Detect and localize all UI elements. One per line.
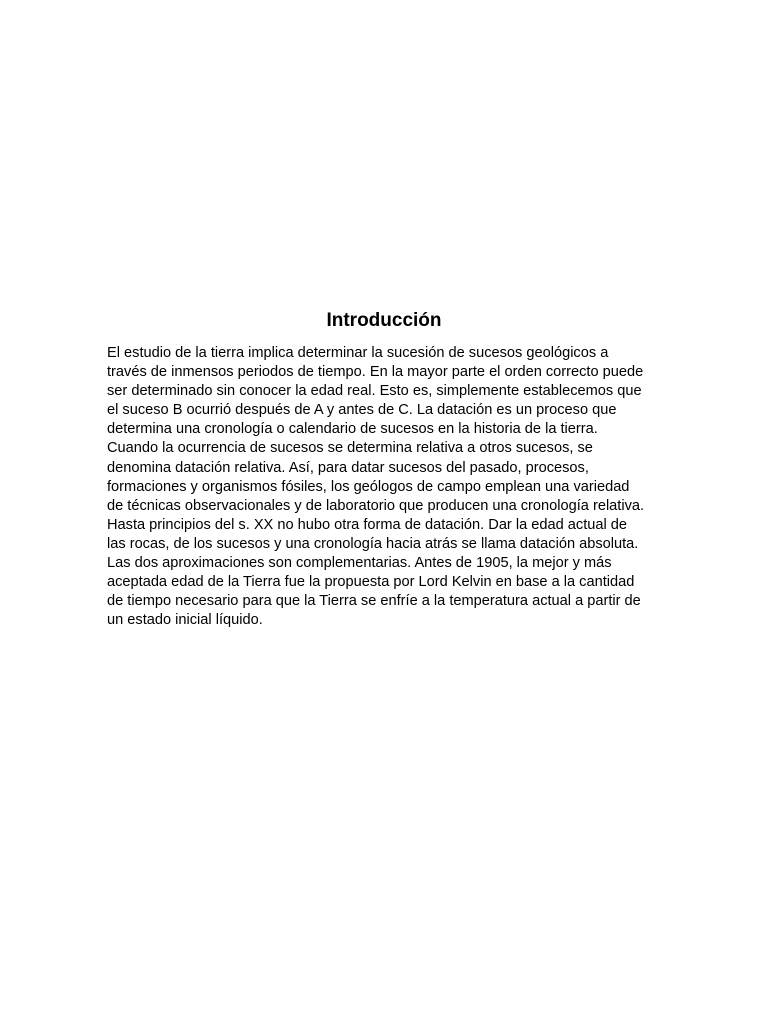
paragraph-line: formaciones y organismos fósiles, los geólogos de campo emplean una variedad: [107, 478, 630, 495]
paragraph-line: un estado inicial líquido.: [107, 612, 263, 629]
paragraph-line: denomina datación relativa. Así, para datar sucesos del pasado, procesos,: [107, 459, 589, 476]
paragraph-line: El estudio de la tierra implica determinar la sucesión de sucesos geológicos a: [107, 345, 609, 361]
paragraph-line: Cuando la ocurrencia de sucesos se determina relativa a otros sucesos, se: [107, 440, 593, 457]
paragraph-line: Las dos aproximaciones son complementarias. Antes de 1905, la mejor y más: [107, 555, 612, 572]
paragraph-line: determina una cronología o calendario de sucesos en la historia de la tierra.: [107, 421, 598, 438]
paragraph-line: ser determinado sin conocer la edad real. Esto es, simplemente establecemos que: [107, 383, 642, 400]
paragraph-line: de técnicas observacionales y de laboratorio que producen una cronología relativa.: [107, 497, 645, 514]
paragraph-line: de tiempo necesario para que la Tierra se enfríe a la temperatura actual a partir de: [107, 593, 641, 610]
paragraph-line: Hasta principios del s. XX no hubo otra forma de datación. Dar la edad actual de: [107, 516, 628, 533]
paragraph-line: aceptada edad de la Tierra fue la propuesta por Lord Kelvin en base a la cantidad: [107, 574, 635, 591]
paragraph-line: el suceso B ocurrió después de A y antes de C. La datación es un proceso que: [107, 402, 617, 419]
intro-paragraph: [107, 344, 667, 630]
paragraph-line: través de inmensos periodos de tiempo. En la mayor parte el orden correcto puede: [107, 364, 644, 381]
page-title: Introducción: [326, 310, 442, 331]
paragraph-line: las rocas, de los sucesos y una cronología hacia atrás se llama datación absoluta.: [107, 535, 639, 552]
